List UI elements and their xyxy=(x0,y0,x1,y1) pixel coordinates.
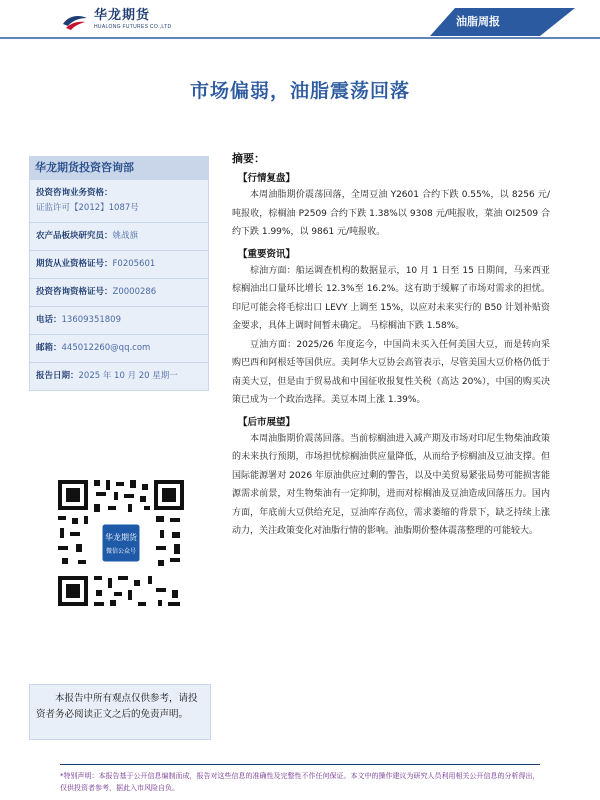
key-news-heading: 【重要资讯】 xyxy=(238,248,296,260)
futures-cert-value: F0205601 xyxy=(112,259,156,269)
report-date-row xyxy=(30,362,208,390)
outlook-text: 本周油脂期价震荡回落。当前棕榈油进入减产期及市场对印尼生物柴油政策的未来执行预期，市场担忧棕榈油供应量降低，从而给予棕榈油及豆油支撑。但国际能源署对 2026 年原油供应过剩的警告，以及中美贸易紧张局势可能损害能源需求前景，对生物柴油有一定抑制，进而对棕榈油及豆油造成回落压力。国内方面，年底前大豆供给充足，豆油库存高位，需求萎缩的背景下，缺乏持续上涨动力，关注政策变化对油脂行情的影响。油脂期价整体震荡整理的可能较大。 xyxy=(232,433,550,536)
report-date-label: 报告日期： xyxy=(36,371,79,381)
phone-row xyxy=(30,306,208,334)
qualification-label: 投资咨询业务资格： xyxy=(36,188,113,198)
logo-icon xyxy=(62,9,88,31)
special-statement: *特别声明：本报告基于公开信息编制而成，报告对这些信息的准确性及完整性不作任何保证。本文中的操作建议为研究人员利用相关公开信息的分析得出，仅供投资者参考，据此入市风险自负。 xyxy=(60,772,540,792)
qr-center-logo-text: 华龙期货 xyxy=(105,533,137,542)
qualification-value: 证监许可【2012】1087号 xyxy=(36,203,139,213)
futures-cert-label: 期货从业资格证号： xyxy=(36,259,113,269)
consult-cert-value: Z0000286 xyxy=(112,287,157,297)
market-review-text: 本周油脂期价震荡回落，全周豆油 Y2601 合约下跌 0.55%，以 8256 元/吨报收，棕榈油 P2509 合约下跌 1.38%以 9308 元/吨报收，菜油 OI2509 合约下跌 1.99%，以 9861 元/吨报收。 xyxy=(232,190,550,237)
department-name: 华龙期货投资咨询部 xyxy=(29,156,209,180)
report-title: 市场偏弱，油脂震荡回落 xyxy=(189,80,410,102)
report-body xyxy=(232,150,550,541)
footer-divider xyxy=(60,764,540,765)
summary-heading: 摘要： xyxy=(232,152,265,165)
wechat-qr-code xyxy=(52,474,190,612)
page-header xyxy=(0,0,600,40)
researcher-row xyxy=(30,222,208,250)
logo-name-cn: 华龙期货 xyxy=(94,8,151,23)
logo-name-en: HUALONG FUTURES CO.,LTD xyxy=(94,24,172,30)
company-logo xyxy=(62,6,171,34)
sidebar-disclaimer xyxy=(29,684,211,740)
market-review-heading: 【行情复盘】 xyxy=(238,173,296,184)
soybean-oil-news: 豆油方面：2025/26 年度迄今，中国尚未买入任何美国大豆，而是转向采购巴西和阿根廷等国供应。美阿华大豆协会高管表示，尽管美国大豆价格仍低于南美大豆，但是由于贸易战和中国征收报复性关税（高达 20%），中国的购买决策已成为一个政治选择。美豆本周上涨 1.39%。 xyxy=(232,339,550,405)
researcher-value: 姚战旗 xyxy=(112,231,139,241)
report-date-value: 2025 年 10 月 20 星期一 xyxy=(78,371,178,381)
outlook-heading: 【后市展望】 xyxy=(238,416,296,428)
consult-cert-label: 投资咨询资格证号： xyxy=(36,287,113,297)
disclaimer-text: 本报告中所有观点仅供参考，请投资者务必阅读正文之后的免责声明。 xyxy=(36,693,198,720)
email-row xyxy=(30,334,208,362)
qr-center-sub-text: 微信公众号 xyxy=(105,548,137,555)
qualification-row xyxy=(30,180,208,222)
report-type-label: 油脂周报 xyxy=(456,15,500,28)
palm-oil-news: 棕油方面：船运调查机构的数据显示，10 月 1 日至 15 日期间，马来西亚棕榈油出口量环比增长 12.3%至 16.2%。这有助于缓解了市场对需求的担忧。印尼可能会将毛棕出口 LEVY 上调至 15%，以应对未来实行的 B50 计划补贴资金要求，具体上调时间暂未确定。 马棕榈油下跌 1.58%。 xyxy=(232,265,550,331)
analyst-info-panel xyxy=(29,156,209,391)
futures-cert-row xyxy=(30,250,208,278)
phone-label: 电话： xyxy=(36,315,62,325)
email-label: 邮箱： xyxy=(36,343,62,353)
consult-cert-row xyxy=(30,278,208,306)
phone-value: 13609351809 xyxy=(61,315,122,325)
email-value: 445012260@qq.com xyxy=(61,343,151,353)
researcher-label: 农产品板块研究员： xyxy=(36,231,113,241)
